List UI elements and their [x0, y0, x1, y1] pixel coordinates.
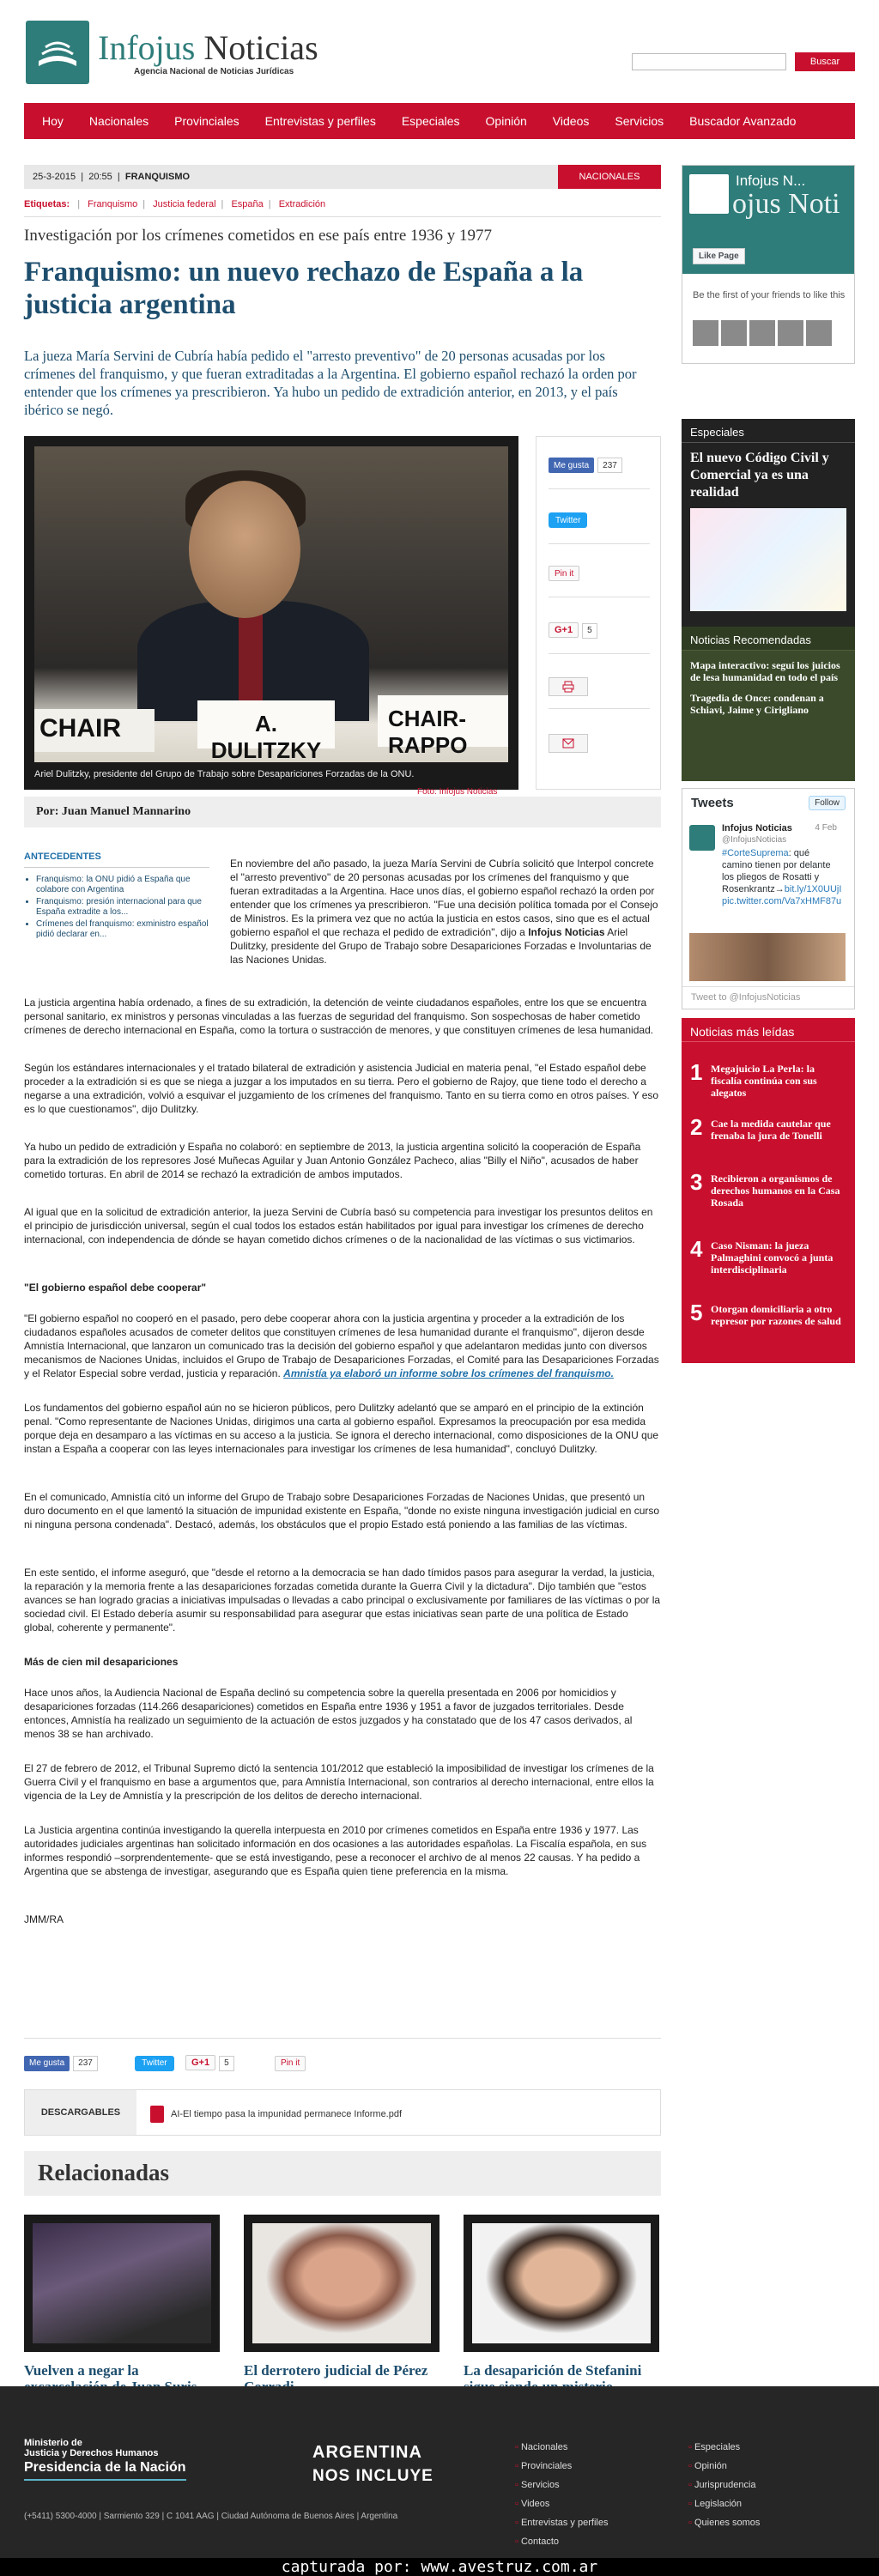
article-paragraph: La justicia argentina había ordenado, a fines de su extradición, la detención de veinte ciudadanos españoles, entre los que se encuentra personal sanitario, ex ministros y personas vinculadas a las fuerzas de seguridad del franquismo. Son sospechosas de haber cometido crímenes de derecho internacional en España, como la tortura o sustracción de menores, y que constituyen crímenes de lesa humanidad. [24, 997, 654, 1036]
nav-opinion[interactable]: Opinión [485, 114, 527, 128]
facebook-like-page-button[interactable]: Like Page [693, 248, 745, 264]
site-footer [0, 2386, 879, 2558]
article-time: 20:55 [88, 172, 112, 182]
antecedentes-title: ANTECEDENTES [24, 852, 209, 868]
article-paragraph: Hace unos años, la Audiencia Nacional de España declinó su competencia sobre la querella presentada en 2006 por homicidios y desapariciones forzadas (114.266 desapariciones) cometidos en España entre 1936 y 1951 a favor de juzgados territoriales. Desde entonces, Amnistía ha realizado un seguimiento de la actuación de estos juzgados y ha constatado que de los 47 casos derivados, al menos 38 se han archivado. [24, 1687, 633, 1740]
pinterest-button[interactable]: Pin it [549, 566, 579, 581]
article-date: 25-3-2015 [33, 172, 76, 182]
article-paragraph: Los fundamentos del gobierno español aún no se hicieron públicos, pero Dulitzky adelantó que se amparó en el principio de la extinción penal. "Como representante de Naciones Unidas, dirigimos una carta al gobierno español. Expresamos la preocupación por esa medida porque deja en desamparo a las víctimas en su acceso a la justicia. Se ignora el derecho internacional, como disposiciones de la ONU que instan a España a cooperar con las leyes internacionales para investigar los crímenes de lesa humanidad", concluyó Dulitzky. [24, 1402, 659, 1455]
nav-nacionales[interactable]: Nacionales [88, 114, 149, 128]
google-plus-button[interactable]: G+1 [185, 2055, 215, 2070]
facebook-friends-text: Be the first of your friends to like this [693, 290, 846, 300]
mas-leida-item[interactable]: 1 Megajuicio La Perla: la fiscalía continúa con sus alegatos [690, 1059, 817, 1099]
envelope-icon[interactable] [549, 734, 588, 753]
tag-link[interactable]: Justicia federal [153, 199, 216, 209]
article-paragraph: Según los estándares internacionales y el tratado bilateral de extradición y asistencia Judicial en materia penal, "el Estado español debe proceder a la extradición si es que se niega a juzgar a los imputados en su tierra. Pero el gobierno de Rajoy, que tiene todo el derecho a negarse a una extradición, volvió a esquivar el juzgamiento de los crímenes del franquismo. Tanto en su tierra como en otros países. Y eso es lo que cuestionamos", dijo Dulitzky. [24, 1062, 659, 1115]
divider [24, 216, 661, 217]
mas-leida-item[interactable]: 5 Otorgan domiciliaria a otro represor por razones de salud [690, 1300, 841, 1327]
photo-caption: Ariel Dulitzky, presidente del Grupo de Trabajo sobre Desapariciones Forzadas de la ONU. [34, 769, 415, 779]
author-bar [24, 797, 661, 827]
page-avatar [689, 174, 729, 214]
twitter-follow-button[interactable]: Follow [809, 796, 846, 810]
tags: Etiquetas: | Franquismo | Justicia federal | España | Extradición [24, 199, 326, 209]
tweet-text: #CorteSuprema: qué camino tienen por delante los pliegos de Rosatti y Rosenkrantz→bit.ly/1X0UUjI pic.twitter.com/Va7xHMF87u [722, 848, 842, 906]
related-item[interactable]: Vuelven a negar la [24, 2215, 220, 2395]
footer-links-col1 [515, 2438, 608, 2551]
article-intro: En noviembre del año pasado, la jueza María Servini de Cubría solicitó que Interpol concrete el "arresto preventivo" de 20 personas acusadas por los crímenes del franquismo y que fueran extraditadas a la Argentina. Hace unos días, el gobierno español rechazó la orden por entender que los crímenes ya prescribieron. "Fue una decisión política tomada por el Consejo de Ministros. Es la primera vez que no actúa la justicia en estos casos, sino que es el actual gobierno español el que rechaza el pedido de extradición", dijo a Infojus Noticias Ariel Dulitzky, presidente del Grupo de Trabajo sobre Desapariciones Forzadas e Involuntarias de las Naciones Unidas. [230, 858, 658, 966]
logo-text: Infojus Noticias [98, 28, 318, 67]
presidencia-logo: Presidencia de la Nación [24, 2460, 186, 2481]
mas-leida-item[interactable]: 4 Caso Nisman: la jueza Palmaghini convocó a junta interdisciplinaria [690, 1236, 834, 1276]
especiales-title: Especiales [682, 419, 855, 443]
share-column [536, 436, 661, 790]
footer-link[interactable]: ▫ Videos [515, 2494, 608, 2513]
recomendadas-box [682, 627, 855, 781]
article-paragraph: En este sentido, el informe aseguró, que "desde el retorno a la democracia se han dado tímidos pasos para asegurar la verdad, la justicia, la reparación y la memoria frente a las desapariciones forzadas cometida durante la Guerra Civil y la dictadura". Dijo también que "estos avances se han logrado gracias a iniciativas impulsadas o llevadas a cabo principal o exclusivamente por familiares de las víctimas o por la sociedad civil. El Estado debería asumir su responsabilidad para asegurar que estas iniciativas sean parte de una política de Estado global, coherente y permanente". [24, 1567, 661, 1633]
nav-provinciales[interactable]: Provinciales [174, 114, 239, 128]
downloads-label: DESCARGABLES [25, 2090, 136, 2135]
pdf-icon [150, 2106, 164, 2123]
facebook-count: 237 [73, 2056, 98, 2071]
nav-especiales[interactable]: Especiales [401, 114, 460, 128]
related-header [24, 2151, 661, 2196]
antecedente-link[interactable]: Crímenes del franquismo: exministro español pidió declarar en... [36, 919, 209, 939]
recomendadas-title: Noticias Recomendadas [682, 627, 855, 651]
tag-link[interactable]: España [231, 199, 264, 209]
printer-icon[interactable] [549, 677, 588, 696]
related-image [244, 2215, 440, 2352]
download-file-link[interactable]: AI-El tiempo pasa la impunidad permanece Informe.pdf [150, 2106, 402, 2123]
footer-link[interactable]: ▫ Especiales [688, 2438, 760, 2457]
recomendada-link[interactable]: Mapa interactivo: seguí los juicios de lesa humanidad en todo el país [690, 659, 840, 683]
article-subheading: "El gobierno español debe cooperar" [24, 1282, 207, 1294]
article-topic: FRANQUISMO [124, 172, 191, 182]
footer-link[interactable]: ▫ Legislación [688, 2494, 760, 2513]
twitter-share-button[interactable]: Twitter [549, 512, 587, 528]
google-plus-button[interactable]: G+1 [549, 622, 579, 638]
tweet-avatar[interactable] [689, 825, 715, 851]
footer-link[interactable]: ▫ Provinciales [515, 2457, 608, 2476]
ministerio-logo: Ministerio de Justicia y Derechos Humanos [24, 2438, 159, 2458]
article-paragraph: El 27 de febrero de 2012, el Tribunal Supremo dictó la sentencia 101/2012 que estableció la imposibilidad de investigar los crímenes de la Guerra Civil y el franquismo en base a argumentos que, para Amnistía Internacional, son contrarios al derecho internacional, entre ellos la vigencia de la Ley de Amnistía y la prescripción de los delitos de derecho internacional. [24, 1762, 654, 1802]
article-meta-bar: 25-3-2015 | 20:55 | FRANQUISMO NACIONALES [24, 165, 661, 189]
footer-link[interactable]: ▫ Servicios [515, 2476, 608, 2494]
facebook-like-button[interactable]: Me gusta [24, 2056, 70, 2071]
footer-link[interactable]: ▫ Nacionales [515, 2438, 608, 2457]
nav-servicios[interactable]: Servicios [615, 114, 664, 128]
mas-leida-item[interactable]: 3 Recibieron a organismos de derechos humanos en la Casa Rosada [690, 1169, 840, 1209]
footer-link[interactable]: ▫ Quienes somos [688, 2513, 760, 2532]
especial-link[interactable]: El nuevo Código Civil y Comercial ya es una realidad [690, 451, 829, 500]
nos-incluye-logo: NOS INCLUYE [312, 2467, 433, 2485]
tag-link[interactable]: Franquismo [88, 199, 138, 209]
facebook-page-name[interactable]: Infojus N... [736, 173, 806, 189]
search-input[interactable] [632, 53, 786, 70]
related-item[interactable]: El derrotero judicial de Pérez [244, 2215, 440, 2395]
related-item[interactable]: La desaparición de Stefanini [464, 2215, 659, 2395]
footer-link[interactable]: ▫ Jurisprudencia [688, 2476, 760, 2494]
article-photo-frame [24, 436, 518, 790]
article-lead: La jueza María Servini de Cubría había pedido el "arresto preventivo" de 20 personas acusadas por los crímenes del franquismo, y que fueran extraditadas a la Argentina. El gobierno español rechazó la orden por entender que los crímenes ya prescribieron. Ya hubo un pedido de extradición anterior, en 2013, y el país ibérico se negó. [24, 348, 637, 418]
google-plus-count: 5 [219, 2056, 234, 2071]
tweets-title: Tweets [691, 796, 734, 810]
bottom-share-bar [24, 2055, 661, 2074]
related-image [24, 2215, 220, 2352]
facebook-like-button[interactable]: Me gusta [549, 458, 594, 473]
divider [24, 2038, 661, 2039]
facebook-cover: Infojus N... ojus Noti Like Page [682, 166, 854, 274]
pinterest-button[interactable]: Pin it [275, 2056, 306, 2071]
article-title: Franquismo: un nuevo rechazo de España a la justicia argentina [24, 257, 584, 320]
book-logo-icon [33, 28, 82, 76]
capture-credit-bar: capturada por: www.avestruz.com.ar [0, 2558, 879, 2576]
tweet-handle: @InfojusNoticias [722, 835, 787, 845]
tweet-image[interactable] [689, 933, 846, 981]
article-paragraph: "El gobierno español no cooperó en el pasado, pero debe cooperar ahora con la justicia argentina y proceder a la extradición de los ciudadanos españoles acusados de cometer delitos que constituyen crímenes de lesa humanidad durante el franquismo", dijeron desde Amnistía Internacional, que lanzaron un comunicado tras la decisión del gobierno español y que adelantaron medidas junto con diversos mecanismos de Naciones Unidas, incluidos el Grupo de Trabajo de Desapariciones Forzadas, el Comité para las Desapariciones Forzadas y el Relator Especial sobre verdad, justicia y reparación. Amnistía ya elaboró un informe sobre los crímenes del franquismo. [24, 1312, 659, 1379]
tweet-date: 4 Feb [815, 823, 837, 833]
twitter-widget [682, 788, 855, 1009]
nav-videos[interactable]: Videos [552, 114, 590, 128]
article-paragraph: En el comunicado, Amnistía citó un informe del Grupo de Trabajo sobre Desapariciones Forzadas de Naciones Unidas, que presentó un duro documento en el que lamentó la situación de impunidad existente en España, "donde no existe ninguna investigación judicial en curso ni ninguna persona condenada". Destacó, además, los obstáculos que el propio Estado está poniendo a las familias de las víctimas. [24, 1491, 660, 1530]
photo-credit: Foto: Infojus Noticias [417, 787, 498, 797]
antecedente-link[interactable]: Franquismo: presión internacional para que España extradite a los... [36, 897, 202, 917]
tweet-to-input[interactable]: Tweet to @InfojusNoticias [682, 986, 854, 1009]
argentina-logo: ARGENTINA [312, 2443, 422, 2462]
article-paragraph: Al igual que en la solicitud de extradición anterior, la jueza Servini de Cubría basó su competencia para investigar los presuntos delitos en el principio de jurisdicción universal, según el cual todos los estados están habilitados por igual para investigar los crímenes de derecho internacional, con independencia de dónde se hayan cometido dichos crímenes o de la nacionalidad de las víctimas o sus victimarios. [24, 1206, 653, 1246]
nav-entrevistas[interactable]: Entrevistas y perfiles [264, 114, 376, 128]
main-nav [24, 103, 855, 139]
site-header [24, 19, 857, 88]
article-photo: CHAIR A. DULITZKY CHAIR-RAPPO [34, 446, 508, 762]
nav-buscador-avanzado[interactable]: Buscador Avanzado [689, 114, 797, 128]
tag-link[interactable]: Extradición [278, 199, 326, 209]
especial-image[interactable] [690, 508, 846, 611]
google-plus-count: 5 [582, 623, 597, 639]
article-paragraph: Ya hubo un pedido de extradición y España no colaboró: en septiembre de 2013, la justicia argentina solicitó la cooperación de España para la extradición de los represores José Muñecas Aguilar y Juan Antonio González Pacheco, alias "Billy el Niño", acusados de haber cometido torturas. En abril de 2014 se rechazó la extradición de ambos imputados. [24, 1141, 641, 1180]
logo[interactable] [26, 21, 89, 84]
article-author: Por: Juan Manuel Mannarino [36, 805, 191, 818]
footer-address: (+5411) 5300-4000 | Sarmiento 329 | C 1041 AAG | Ciudad Autónoma de Buenos Aires | Argentina [24, 2512, 398, 2521]
footer-links-col2 [688, 2438, 760, 2532]
footer-link[interactable]: ▫ Contacto [515, 2532, 608, 2551]
antecedentes-box [24, 852, 209, 942]
footer-link[interactable]: ▫ Entrevistas y perfiles [515, 2513, 608, 2532]
facebook-count: 237 [597, 458, 622, 473]
related-image [464, 2215, 659, 2352]
recomendada-link[interactable]: Tragedia de Once: condenan a Schiavi, Jaime y Cirigliano [690, 692, 824, 716]
section-badge[interactable]: NACIONALES [558, 165, 661, 189]
especiales-box [682, 419, 855, 639]
article-paragraph: La Justicia argentina continúa investigando la querella interpuesta en 2010 por crímenes cometidos en España entre 1936 y 1977. Las autoridades judiciales argentinas han solicitado información en dos ocasiones a las autoridades españolas. La Fiscalía española, en sus informes respondió –sorprendentemente- que se está investigando, pese a reconocer el archivo de al menos 22 causas. Y ha pedido a Argentina que se abstenga de investigar, asegurando que es España quien tiene preferencia en la misma. [24, 1824, 647, 1877]
facebook-faces [693, 320, 832, 346]
antecedente-link[interactable]: Franquismo: la ONU pidió a España que colabore con Argentina [36, 875, 191, 894]
article-subheading: Más de cien mil desapariciones [24, 1656, 179, 1668]
twitter-share-button[interactable]: Twitter [135, 2056, 173, 2071]
logo-tagline: Agencia Nacional de Noticias Jurídicas [134, 67, 294, 76]
nav-hoy[interactable]: Hoy [42, 114, 64, 128]
related-title: Relacionadas [38, 2160, 170, 2185]
article-kicker: Investigación por los crímenes cometidos en ese país entre 1936 y 1977 [24, 227, 493, 245]
downloads-box [24, 2089, 661, 2136]
mas-leidas-box [682, 1018, 855, 1363]
mas-leidas-title: Noticias más leídas [682, 1018, 855, 1042]
search-button[interactable]: Buscar [795, 52, 855, 71]
facebook-page-widget [682, 165, 855, 364]
tweet-author[interactable]: Infojus Noticias [722, 823, 792, 833]
article-signature: JMM/RA [24, 1913, 64, 1925]
amnistia-report-link[interactable]: Amnistía ya elaboró un informe sobre los crímenes del franquismo. [283, 1367, 614, 1379]
footer-link[interactable]: ▫ Opinión [688, 2457, 760, 2476]
mas-leida-item[interactable]: 2 Cae la medida cautelar que frenaba la jura de Tonelli [690, 1114, 831, 1142]
